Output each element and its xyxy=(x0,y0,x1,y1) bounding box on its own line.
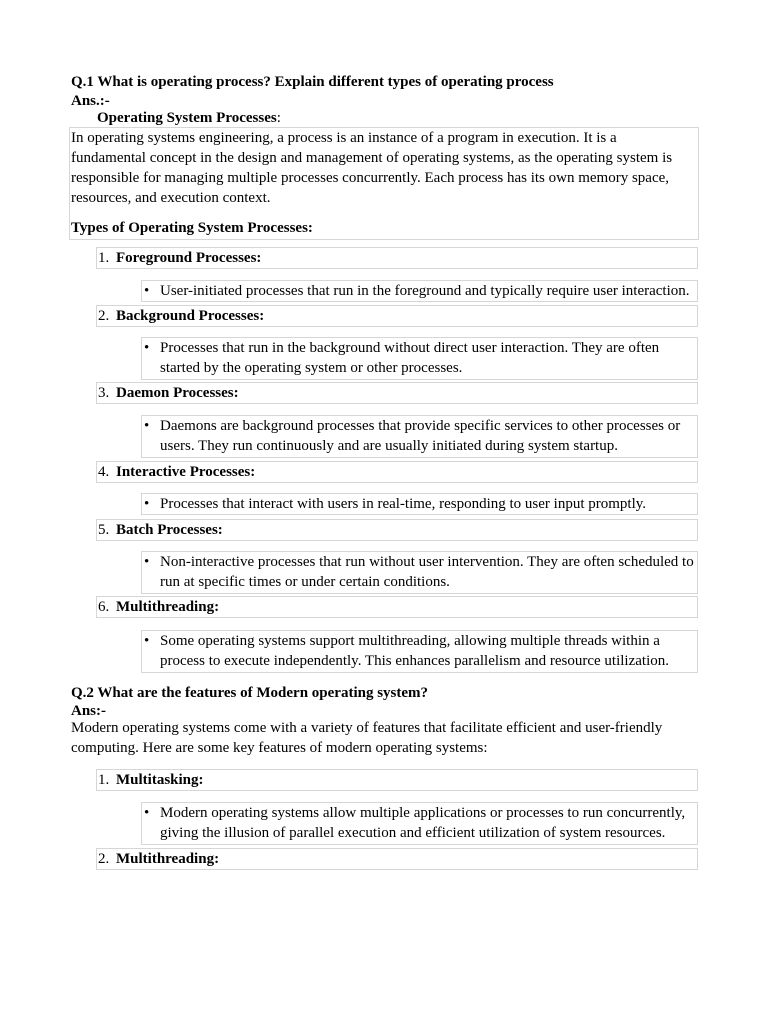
q2-item-1-bullet-line-2: giving the illusion of parallel execution and efficient utilization of system resources. xyxy=(160,825,666,841)
q1-item-1-number: 1. xyxy=(98,250,110,266)
bullet-icon: • xyxy=(144,805,150,821)
q1-item-2-number: 2. xyxy=(98,308,110,324)
q1-ans-label: Ans.:- xyxy=(71,93,110,109)
q2-item-1-bullet-line-1: Modern operating systems allow multiple applications or processes to run concurrently, xyxy=(160,805,686,821)
q1-subheading-text: Operating System Processes xyxy=(97,110,277,126)
q1-item-6-bullet-line-1: Some operating systems support multithreading, allowing multiple threads within a xyxy=(160,633,660,649)
q1-item-4-number: 4. xyxy=(98,464,110,480)
q1-subheading xyxy=(97,108,281,128)
q1-item-5-title: Batch Processes: xyxy=(116,522,223,538)
q1-intro-line-2: fundamental concept in the design and management of operating systems, as the operating system is xyxy=(71,150,673,166)
q1-item-4-bullet-line-1: Processes that interact with users in real-time, responding to user input promptly. xyxy=(160,496,647,512)
bullet-icon: • xyxy=(144,283,150,299)
bullet-icon: • xyxy=(144,496,150,512)
q2-item-1-title: Multitasking: xyxy=(116,772,204,788)
q1-question: Q.1 What is operating process? Explain different types of operating process xyxy=(71,74,554,90)
q1-types-heading: Types of Operating System Processes: xyxy=(71,220,313,236)
q2-item-1-number: 1. xyxy=(98,772,110,788)
q1-item-3-number: 3. xyxy=(98,385,110,401)
bullet-icon: • xyxy=(144,633,150,649)
q1-item-2 xyxy=(96,305,698,327)
q1-item-5-number: 5. xyxy=(98,522,110,538)
q2-question: Q.2 What are the features of Modern operating system? xyxy=(71,685,429,701)
q1-item-4-bullet xyxy=(141,493,698,515)
q2-intro-line-1: Modern operating systems come with a variety of features that facilitate efficient and user-friendly xyxy=(71,720,663,736)
q1-item-1 xyxy=(96,247,698,269)
q1-item-6 xyxy=(96,596,698,618)
q2-intro-line-2: computing. Here are some key features of modern operating systems: xyxy=(71,740,488,756)
q1-item-6-number: 6. xyxy=(98,599,110,615)
q1-item-6-bullet xyxy=(141,630,698,673)
q1-intro-line-3: responsible for managing multiple processes concurrently. Each process has its own memory space, xyxy=(71,170,670,186)
q1-item-6-bullet-line-2: process to execute independently. This enhances parallelism and resource utilization. xyxy=(160,653,669,669)
q2-item-1-bullet xyxy=(141,802,698,845)
bullet-icon: • xyxy=(144,340,150,356)
q1-item-1-bullet-line-1: User-initiated processes that run in the foreground and typically require user interaction. xyxy=(160,283,690,299)
q2-ans-label: Ans:- xyxy=(71,703,107,719)
q1-item-1-bullet xyxy=(141,280,698,302)
q1-item-4 xyxy=(96,461,698,483)
q1-item-3-bullet-line-2: users. They run continuously and are usually initiated during system startup. xyxy=(160,438,618,454)
q2-item-2 xyxy=(96,848,698,870)
q1-item-2-bullet-line-2: started by the operating system or other processes. xyxy=(160,360,463,376)
q1-item-5-bullet-line-2: run at specific times or under certain conditions. xyxy=(160,574,450,590)
q1-item-3 xyxy=(96,382,698,404)
q1-intro-line-1: In operating systems engineering, a process is an instance of a program in execution. It is a xyxy=(71,130,617,146)
q1-item-3-bullet xyxy=(141,415,698,458)
q2-item-2-number: 2. xyxy=(98,851,110,867)
q1-item-6-title: Multithreading: xyxy=(116,599,220,615)
q2-item-2-title: Multithreading: xyxy=(116,851,220,867)
q1-item-5-bullet xyxy=(141,551,698,594)
q1-intro-line-4: resources, and execution context. xyxy=(71,190,271,206)
q1-item-3-bullet-line-1: Daemons are background processes that provide specific services to other processes or xyxy=(160,418,681,434)
q1-item-2-bullet xyxy=(141,337,698,380)
q1-item-2-bullet-line-1: Processes that run in the background without direct user interaction. They are often xyxy=(160,340,660,356)
q2-item-1 xyxy=(96,769,698,791)
q1-item-3-title: Daemon Processes: xyxy=(116,385,239,401)
q1-item-5 xyxy=(96,519,698,541)
q1-item-4-title: Interactive Processes: xyxy=(116,464,256,480)
q1-subheading-colon: : xyxy=(276,110,281,126)
bullet-icon: • xyxy=(144,554,150,570)
bullet-icon: • xyxy=(144,418,150,434)
q1-item-2-title: Background Processes: xyxy=(116,308,265,324)
q1-item-1-title: Foreground Processes: xyxy=(116,250,262,266)
q1-item-5-bullet-line-1: Non-interactive processes that run without user intervention. They are often scheduled to xyxy=(160,554,694,570)
